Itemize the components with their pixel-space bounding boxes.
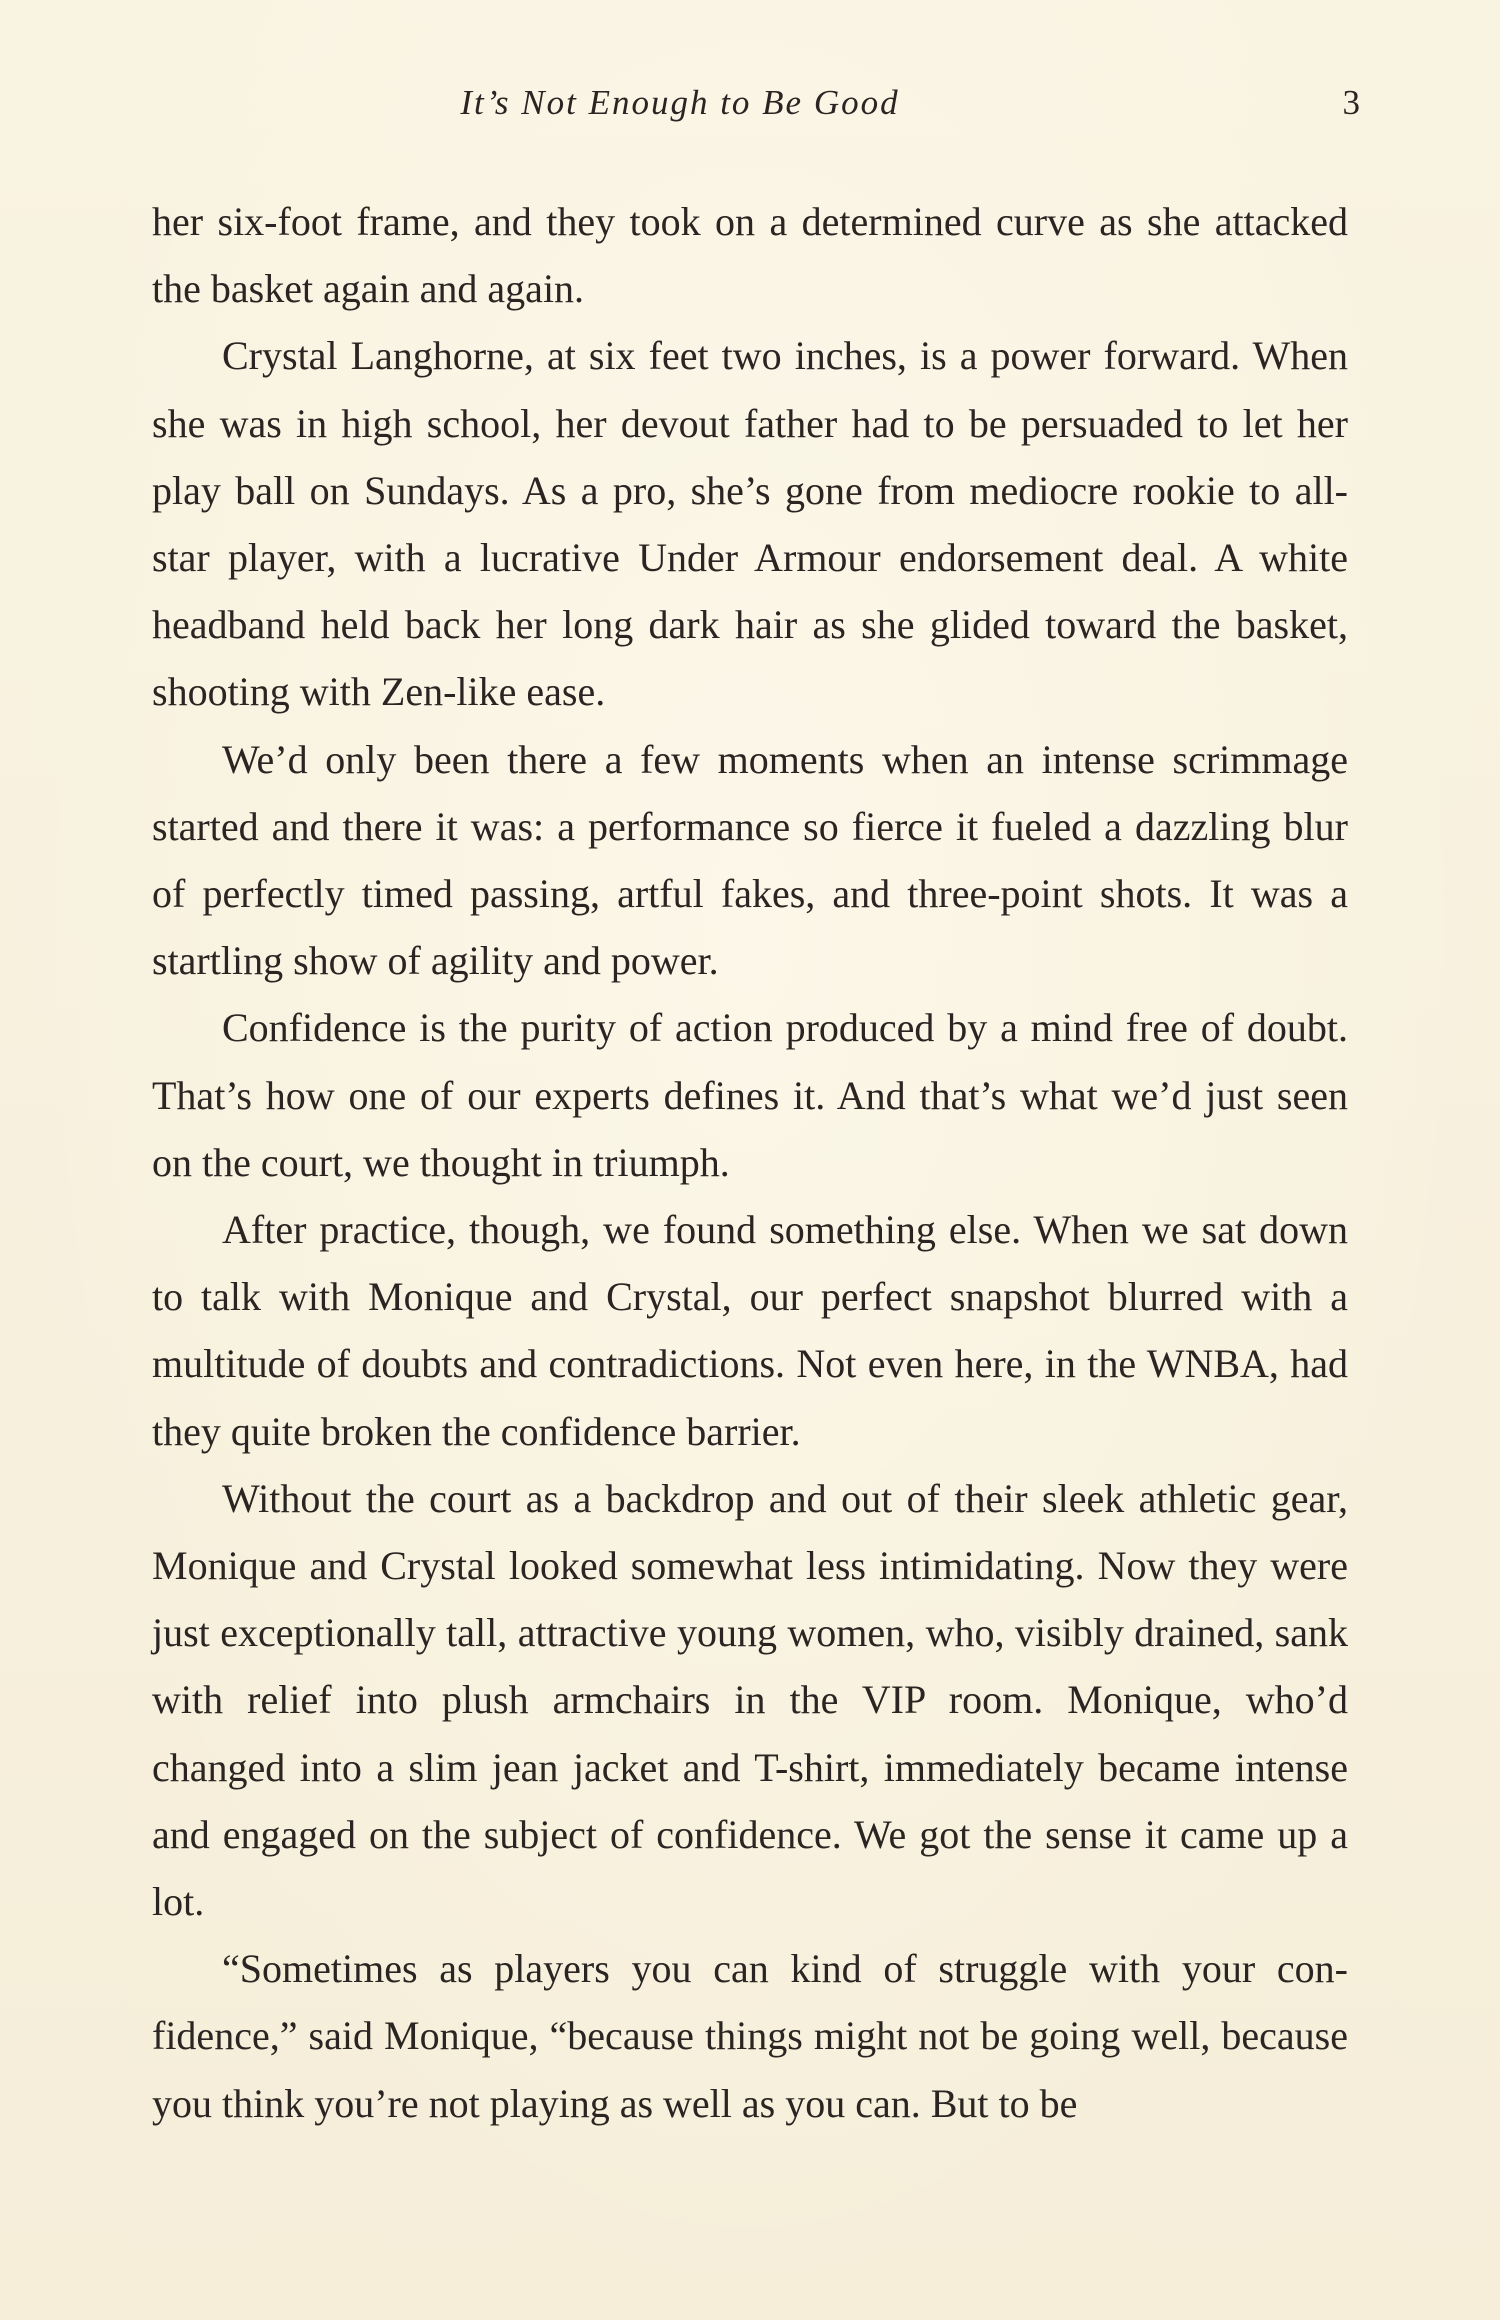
- running-header: [150, 78, 1360, 128]
- running-title: It’s Not Enough to Be Good: [460, 83, 900, 122]
- paragraph: We’d only been there a few moments when an intense scrimmage started and there it was: a performance so fierce it fueled a dazzling blur of perfectly timed passing, artful fakes, and three-point shots. It was a startling show of agility and power.: [152, 736, 1348, 984]
- body-text: [152, 188, 1348, 2137]
- paragraph: Confidence is the purity of action produced by a mind free of doubt. That’s how one of our experts defines it. And that’s what we’d just seen on the court, we thought in triumph.: [152, 1005, 1348, 1185]
- paragraph-continued: her six-foot frame, and they took on a determined curve as she attacked the basket again and again.: [152, 199, 1348, 312]
- paragraph: Without the court as a backdrop and out of their sleek athletic gear, Monique and Crystal looked somewhat less intimidating. Now they were just exceptionally tall, attractive young women, who, visibly drained, sank with relief into plush armchairs in the VIP room. Monique, who’d changed into a slim jean jacket and T-shirt, immediately became intense and engaged on the subject of confidence. We got the sense it came up a lot.: [152, 1475, 1348, 1925]
- paragraph: Crystal Langhorne, at six feet two inches, is a power forward. When she was in high school, her devout father had to be persuaded to let her play ball on Sundays. As a pro, she’s gone from mediocre rookie to all-star player, with a lucrative Under Armour endorsement deal. A white headband held back her long dark hair as she glided toward the basket, shooting with Zen-like ease.: [152, 333, 1348, 715]
- paragraph: After practice, though, we found something else. When we sat down to talk with Monique and Crystal, our perfect snapshot blurred with a multitude of doubts and contradictions. Not even here, in the WNBA, had they quite broken the confidence barrier.: [152, 1207, 1348, 1454]
- paragraph: “Sometimes as players you can kind of struggle with your confidence,” said Monique, “because things might not be going well, because you think you’re not playing as well as you can. But to be: [152, 1946, 1348, 2126]
- page-number: 3: [1342, 83, 1360, 122]
